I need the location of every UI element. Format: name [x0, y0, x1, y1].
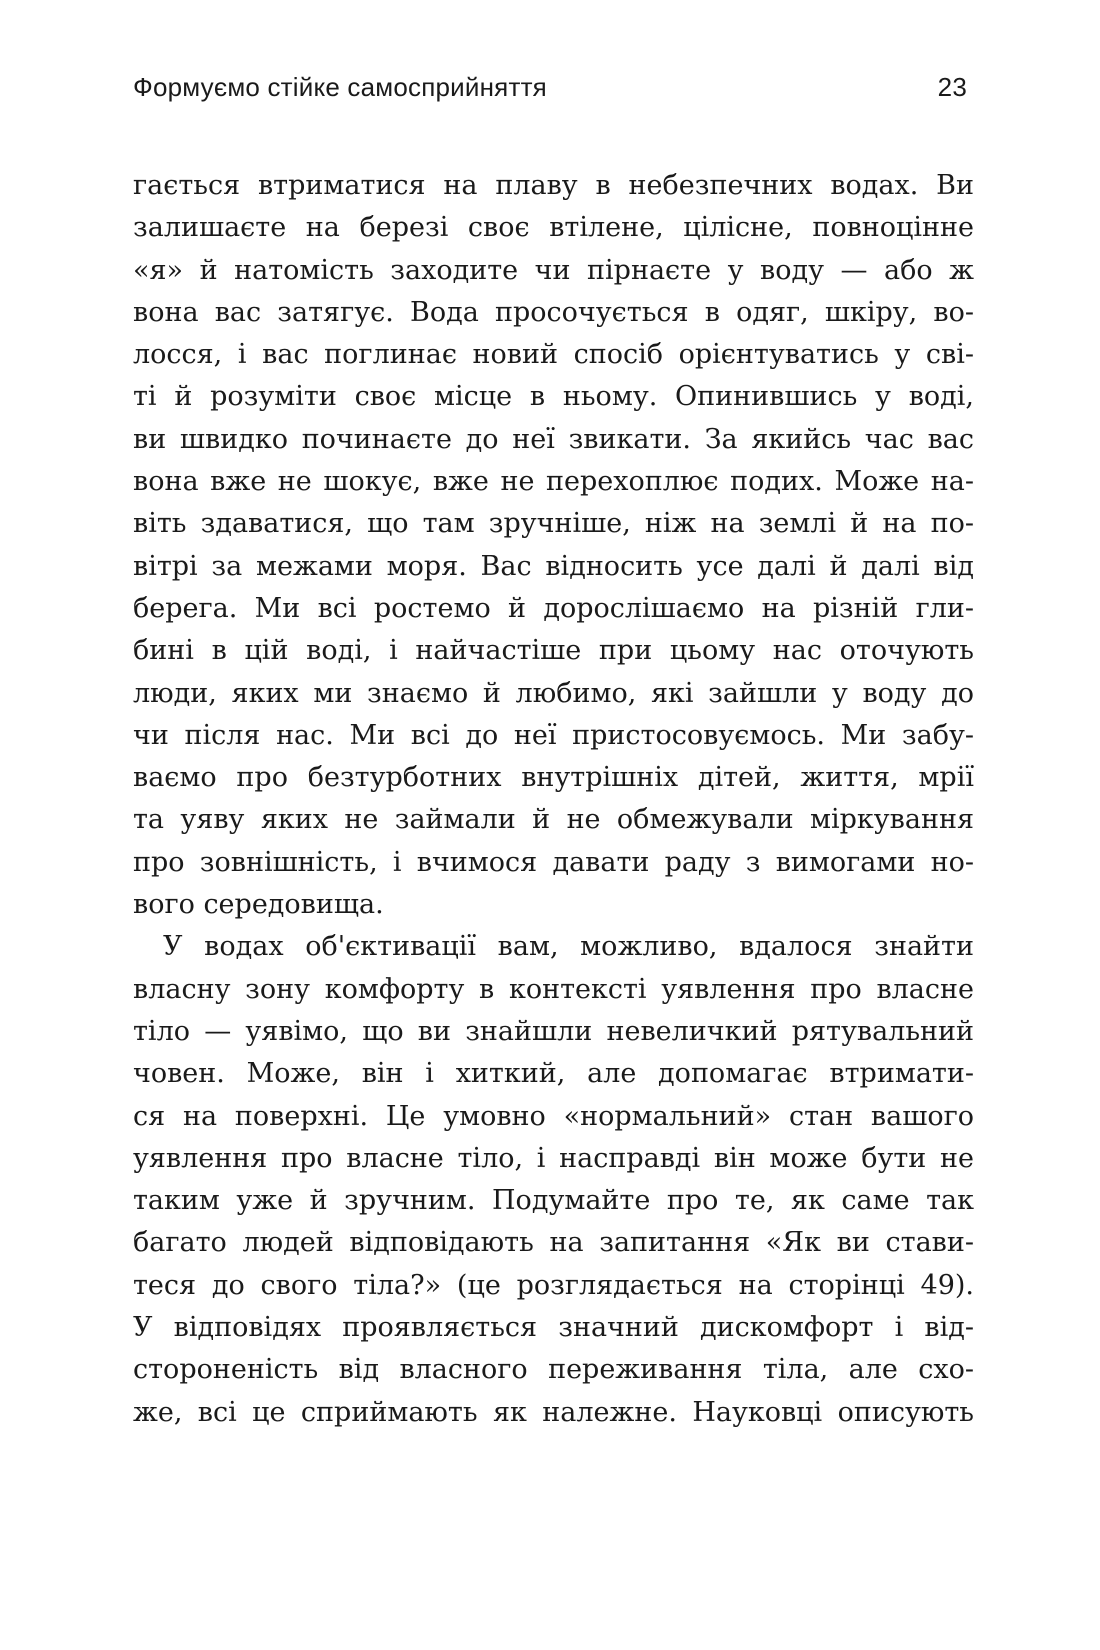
text-line: про зовнішність, і вчимося давати раду з вимогами но- — [133, 846, 974, 878]
text-line: багато людей відповідають на запитання «Як ви стави- — [133, 1227, 974, 1259]
text-line: бині в цій воді, і найчастіше при цьому нас оточують — [133, 635, 974, 667]
text-line: ви швидко починаєте до неї звикати. За якийсь час вас — [133, 423, 974, 455]
paragraph — [133, 165, 974, 926]
text-line: стороненість від власного переживання тіла, але схо- — [133, 1354, 974, 1386]
text-line: віть здаватися, що там зручніше, ніж на землі й на по- — [133, 508, 974, 540]
text-line: вого середовища. — [133, 889, 384, 921]
text-line: гається втриматися на плаву в небезпечних водах. Ви — [133, 170, 974, 201]
paragraph — [133, 926, 974, 1434]
text-line: залишаєте на березі своє втілене, цілісне, повноцінне — [133, 212, 974, 244]
text-line: У відповідях проявляється значний дискомфорт і від- — [133, 1312, 974, 1344]
chapter-title: Формуємо стійке самосприйняття — [133, 72, 547, 102]
text-line: лосся, і вас поглинає новий спосіб орієнтуватись у сві- — [133, 339, 974, 371]
text-line: «я» й натомість заходите чи пірнаєте у воду — або ж — [133, 254, 974, 286]
text-line: вона вас затягує. Вода просочується в одяг, шкіру, во- — [133, 296, 974, 328]
text-line: човен. Може, він і хиткий, але допомагає втримати- — [133, 1058, 974, 1090]
text-line: же, всі це сприймають як належне. Науковці описують — [133, 1396, 974, 1428]
text-line: чи після нас. Ми всі до неї пристосовуємось. Ми забу- — [133, 719, 974, 751]
text-line: теся до свого тіла?» (це розглядається на сторінці 49). — [133, 1269, 974, 1301]
page-number: 23 — [937, 72, 967, 102]
text-line: тіло — уявімо, що ви знайшли невеличкий рятувальний — [133, 1015, 974, 1047]
running-head — [133, 72, 967, 112]
text-line: ті й розуміти своє місце в ньому. Опинившись у воді, — [133, 381, 974, 413]
text-line: уявлення про власне тіло, і насправді він може бути не — [133, 1142, 974, 1174]
text-line: ся на поверхні. Це умовно «нормальний» стан вашого — [133, 1100, 974, 1132]
body-text — [133, 165, 974, 1434]
text-line: вітрі за межами моря. Вас відносить усе далі й далі від — [133, 550, 974, 582]
text-line: У водах об'єктивації вам, можливо, вдалося знайти — [163, 931, 974, 963]
text-line: власну зону комфорту в контексті уявлення про власне — [133, 973, 974, 1005]
text-line: люди, яких ми знаємо й любимо, які зайшли у воду до — [133, 677, 974, 709]
text-line: таким уже й зручним. Подумайте про те, як саме так — [133, 1185, 974, 1217]
text-line: берега. Ми всі ростемо й дорослішаємо на різній гли- — [133, 592, 974, 624]
text-line: ваємо про безтурботних внутрішніх дітей, життя, мрії — [133, 762, 974, 794]
text-line: вона вже не шокує, вже не перехоплює подих. Може на- — [133, 466, 974, 498]
text-line: та уяву яких не займали й не обмежували міркування — [133, 804, 974, 836]
